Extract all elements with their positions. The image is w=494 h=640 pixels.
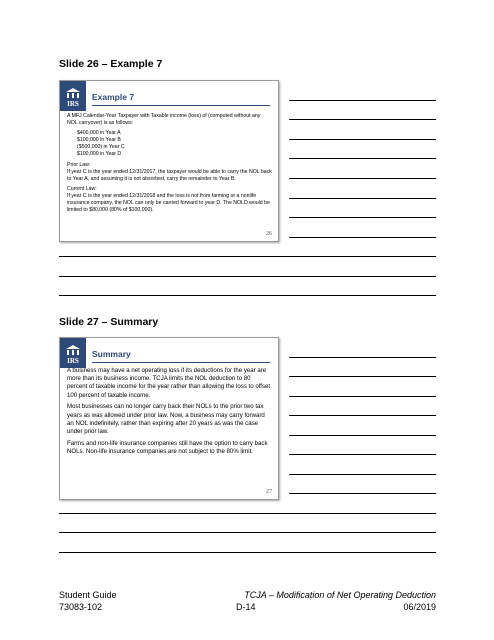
list-item: $100,000 in Year B	[77, 137, 121, 144]
summary-paragraph: Most businesses can no longer carry back their NOLs to the prior two tax years as was allowed under prior law. Now, a business may carry forward an NOL indefinitely, rather than expiring after 20 years as was the case under prior law.	[67, 403, 265, 435]
notes-line	[59, 513, 436, 514]
slide-body	[67, 367, 272, 460]
slide-26-heading: Slide 26 – Example 7	[59, 58, 163, 70]
notes-line	[289, 119, 436, 120]
slide-title: Summary	[92, 349, 131, 359]
footer-guide-label: Student Guide	[59, 590, 117, 600]
list-item: ($500,000) in Year C	[77, 144, 125, 151]
current-law-text: If year C is the year ended 12/31/2018 and the loss is not from farming or a nonlife insurance company, the NOL can only be carried forward to year D. The NOLD would be limited to $80,000 (80% of $100,000).	[67, 192, 270, 214]
notes-line	[289, 454, 436, 455]
footer-lesson-title: TCJA – Modification of Net Operating Deduction	[244, 590, 436, 600]
slide-27-heading: Slide 27 – Summary	[59, 316, 159, 328]
slide-27-thumbnail	[59, 337, 279, 500]
summary-paragraph: A business may have a net operating loss if its deductions for the year are more than its business income. TCJA limits the NOL deduction to 80 percent of taxable income for the year rather than allowing the loss to offset 100 percent of taxable income.	[67, 367, 271, 399]
notes-line	[289, 217, 436, 218]
notes-line	[289, 396, 436, 397]
intro-text: A MFJ Calendar-Year Taxpayer with Taxable income (loss) of (computed without any NOL carryover) is as follows:	[67, 113, 261, 127]
current-law-label: Current Law:	[67, 185, 97, 192]
slide-number: 26	[266, 231, 272, 237]
irs-logo-icon	[63, 343, 83, 365]
title-rule	[92, 105, 270, 106]
notes-line	[59, 532, 436, 533]
footer-publication-number: 73083-102	[59, 602, 103, 612]
irs-logo-text: IRS	[67, 100, 79, 108]
footer-date: 06/2019	[403, 602, 436, 612]
notes-line	[289, 158, 436, 159]
notes-line	[59, 276, 436, 277]
notes-line	[289, 178, 436, 179]
prior-law-text: If year C is the year ended 12/31/2017, the taxpayer would be able to carry the NOL back to Year A, and assuming it is not absorbed, carry the remainder to Year B.	[67, 168, 272, 182]
title-rule	[92, 362, 270, 363]
notes-line	[289, 376, 436, 377]
slide-body	[67, 113, 272, 217]
notes-line	[59, 552, 436, 553]
footer-page-number: D-14	[236, 602, 256, 612]
notes-line	[289, 237, 436, 238]
slide-26-thumbnail	[59, 80, 279, 242]
notes-line	[289, 415, 436, 416]
notes-line	[289, 474, 436, 475]
slide-number: 27	[266, 489, 272, 495]
notes-line	[289, 435, 436, 436]
notes-line	[289, 493, 436, 494]
notes-line	[59, 256, 436, 257]
irs-logo-icon	[63, 86, 83, 108]
slide-title: Example 7	[92, 92, 135, 102]
notes-line	[289, 357, 436, 358]
prior-law-label: Prior Law:	[67, 161, 91, 168]
notes-line	[289, 139, 436, 140]
notes-line	[289, 100, 436, 101]
list-item: $100,000 in Year D	[77, 151, 122, 158]
summary-paragraph: Farms and non-life insurance companies still have the option to carry back NOLs. Non-life insurance companies are not subject to the 80% limit.	[67, 439, 268, 455]
list-item: $400,000 in Year A	[77, 130, 121, 137]
irs-logo-text: IRS	[67, 357, 79, 365]
notes-line	[59, 295, 436, 296]
notes-line	[289, 198, 436, 199]
